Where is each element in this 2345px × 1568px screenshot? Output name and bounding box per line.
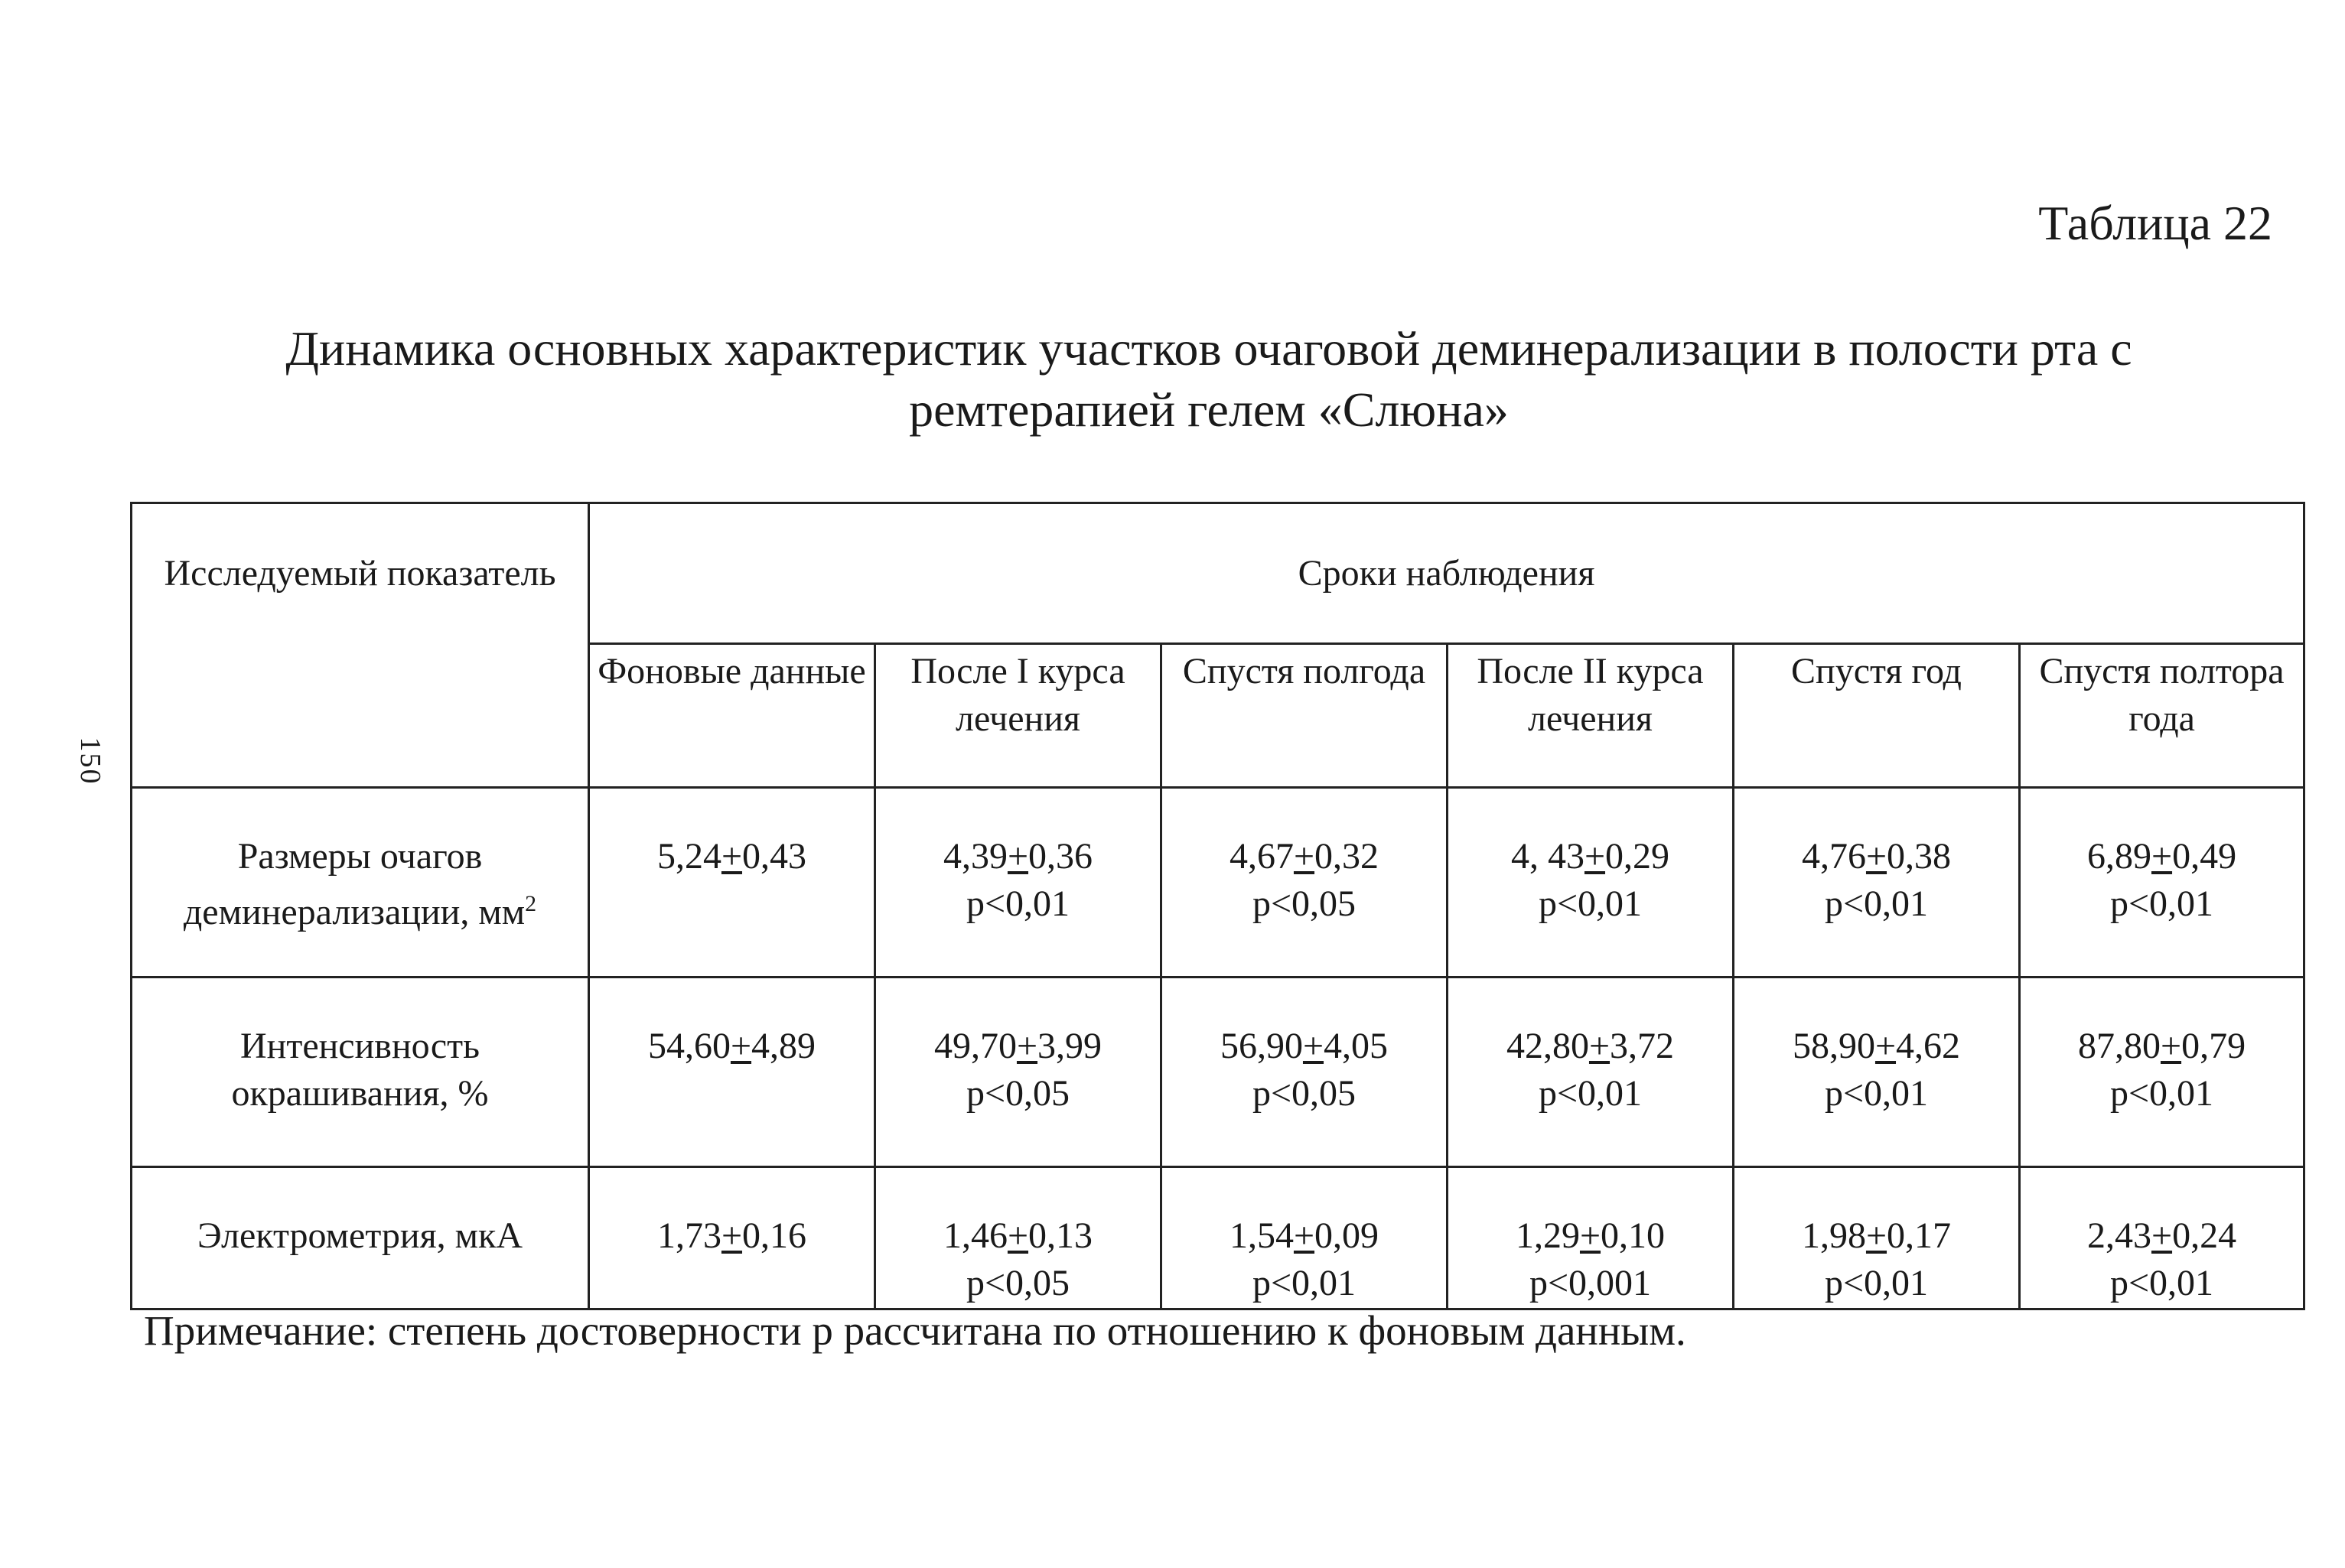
column-header: После I курса лечения [875, 644, 1161, 788]
plus-minus-sign: + [2151, 1215, 2173, 1256]
mean-value: 1,46 [943, 1215, 1008, 1256]
value-cell [589, 1167, 875, 1309]
mean-error [881, 1212, 1155, 1260]
mean-error [1453, 833, 1728, 880]
column-header: Фоновые данные [589, 644, 875, 788]
plus-minus-sign: + [1293, 1215, 1315, 1256]
table-row [132, 1167, 2304, 1309]
plus-minus-sign: + [1007, 836, 1029, 877]
table-note: Примечание: степень достоверности р рассчитана по отношению к фоновым данным. [144, 1307, 1686, 1354]
mean-error [1453, 1023, 1728, 1070]
plus-minus-sign: + [1579, 1215, 1601, 1256]
plus-minus-sign: + [1016, 1026, 1038, 1066]
plus-minus-sign: + [1874, 1026, 1897, 1066]
mean-error [2025, 833, 2298, 880]
value-cell [1161, 788, 1448, 978]
mean-error [594, 1212, 869, 1260]
error-value: 0,36 [1028, 836, 1093, 877]
mean-value: 1,29 [1515, 1215, 1580, 1256]
error-value: 0,29 [1605, 836, 1670, 877]
p-value: p<0,05 [1252, 1073, 1357, 1114]
p-value: p<0,01 [1824, 1263, 1929, 1303]
error-value: 0,49 [2172, 836, 2237, 877]
table-row [132, 978, 2304, 1167]
value-cell [1734, 1167, 2020, 1309]
mean-error [1739, 1023, 2014, 1070]
p-value: p<0,01 [1538, 1073, 1643, 1114]
mean-error [594, 833, 869, 880]
error-value: 0,13 [1028, 1215, 1093, 1256]
p-value: p<0,05 [966, 1263, 1070, 1303]
plus-minus-sign: + [1865, 836, 1887, 877]
error-value: 0,32 [1314, 836, 1379, 877]
mean-error [594, 1023, 869, 1070]
mean-value: 54,60 [647, 1026, 731, 1066]
p-value: p<0,01 [1824, 1073, 1929, 1114]
column-header: После II курса лечения [1448, 644, 1734, 788]
mean-value: 1,54 [1229, 1215, 1294, 1256]
table-row [132, 788, 2304, 978]
error-value: 3,72 [1610, 1026, 1675, 1066]
mean-error [1167, 1023, 1441, 1070]
error-value: 0,38 [1887, 836, 1952, 877]
plus-minus-sign: + [1584, 836, 1606, 877]
p-value: p<0,05 [1252, 883, 1357, 924]
mean-error [1739, 833, 2014, 880]
value-cell [1734, 978, 2020, 1167]
value-cell [589, 978, 875, 1167]
value-cell [2020, 788, 2304, 978]
row-label-text: Интенсивность окрашивания, % [231, 1026, 489, 1114]
mean-error [1167, 1212, 1441, 1260]
error-value: 4,89 [751, 1026, 816, 1066]
value-cell [875, 1167, 1161, 1309]
value-cell [1161, 978, 1448, 1167]
mean-value: 1,73 [656, 1215, 721, 1256]
value-cell [2020, 978, 2304, 1167]
mean-error [881, 833, 1155, 880]
error-value: 4,05 [1324, 1026, 1389, 1066]
error-value: 0,17 [1887, 1215, 1952, 1256]
plus-minus-sign: + [1588, 1026, 1611, 1066]
p-value: p<0,01 [1824, 883, 1929, 924]
unit-superscript: 2 [525, 891, 537, 916]
column-header: Спустя год [1734, 644, 2020, 788]
mean-error [2025, 1023, 2298, 1070]
value-cell [1448, 788, 1734, 978]
p-value: p<0,01 [966, 883, 1070, 924]
mean-error [881, 1023, 1155, 1070]
plus-minus-sign: + [1302, 1026, 1324, 1066]
mean-value: 1,98 [1801, 1215, 1866, 1256]
data-table [130, 502, 2305, 1310]
mean-value: 58,90 [1792, 1026, 1875, 1066]
mean-value: 5,24 [656, 836, 721, 877]
row-label [132, 978, 589, 1167]
error-value: 0,79 [2181, 1026, 2246, 1066]
p-value: p<0,01 [1252, 1263, 1357, 1303]
p-value: p<0,001 [1529, 1263, 1652, 1303]
mean-value: 4,39 [943, 836, 1008, 877]
plus-minus-sign: + [2151, 836, 2173, 877]
mean-error [1167, 833, 1441, 880]
p-value: p<0,01 [2109, 1073, 2214, 1114]
plus-minus-sign: + [1293, 836, 1315, 877]
mean-value: 4,76 [1801, 836, 1866, 877]
corner-header: Исследуемый показатель [132, 503, 589, 788]
mean-error [1739, 1212, 2014, 1260]
plus-minus-sign: + [1007, 1215, 1029, 1256]
mean-value: 6,89 [2086, 836, 2151, 877]
value-cell [875, 978, 1161, 1167]
row-label-text: Электрометрия, мкА [197, 1215, 523, 1256]
error-value: 0,24 [2172, 1215, 2237, 1256]
error-value: 0,10 [1601, 1215, 1666, 1256]
error-value: 0,16 [742, 1215, 807, 1256]
p-value: p<0,05 [966, 1073, 1070, 1114]
p-value: p<0,01 [2109, 1263, 2214, 1303]
group-header: Сроки наблюдения [589, 503, 2304, 644]
mean-value: 4, 43 [1510, 836, 1585, 877]
plus-minus-sign: + [730, 1026, 752, 1066]
plus-minus-sign: + [721, 836, 743, 877]
plus-minus-sign: + [1865, 1215, 1887, 1256]
value-cell [2020, 1167, 2304, 1309]
mean-value: 49,70 [933, 1026, 1017, 1066]
plus-minus-sign: + [2160, 1026, 2182, 1066]
error-value: 3,99 [1037, 1026, 1102, 1066]
table-label: Таблица 22 [2038, 196, 2272, 250]
value-cell [1734, 788, 2020, 978]
column-header: Спустя полгода [1161, 644, 1448, 788]
error-value: 0,43 [742, 836, 807, 877]
mean-value: 2,43 [2086, 1215, 2151, 1256]
value-cell [875, 788, 1161, 978]
error-value: 0,09 [1314, 1215, 1379, 1256]
value-cell [1448, 1167, 1734, 1309]
mean-value: 4,67 [1229, 836, 1294, 877]
value-cell [1448, 978, 1734, 1167]
mean-value: 56,90 [1220, 1026, 1303, 1066]
mean-value: 87,80 [2077, 1026, 2161, 1066]
plus-minus-sign: + [721, 1215, 743, 1256]
p-value: p<0,01 [2109, 883, 2214, 924]
mean-error [1453, 1212, 1728, 1260]
table-title: Динамика основных характеристик участков очаговой деминерализации в полости рта с ремтерапией гелем «Слюна» [285, 321, 2132, 437]
error-value: 4,62 [1896, 1026, 1961, 1066]
mean-error [2025, 1212, 2298, 1260]
row-label [132, 788, 589, 978]
page-number: 150 [74, 737, 106, 786]
value-cell [589, 788, 875, 978]
row-label-text: Размеры очагов деминерализации, мм [183, 836, 526, 932]
value-cell [1161, 1167, 1448, 1309]
row-label [132, 1167, 589, 1309]
column-header: Спустя полтора года [2020, 644, 2304, 788]
p-value: p<0,01 [1538, 883, 1643, 924]
mean-value: 42,80 [1506, 1026, 1589, 1066]
